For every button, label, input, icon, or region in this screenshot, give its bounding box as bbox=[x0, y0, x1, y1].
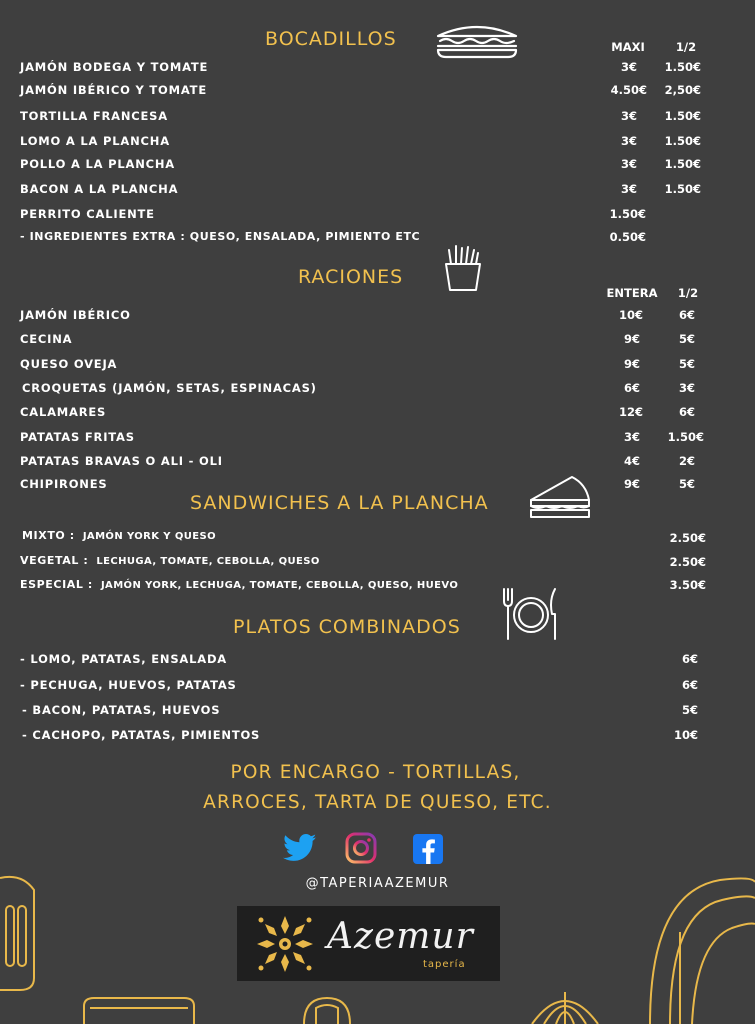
item-name: ESPECIAL : bbox=[20, 578, 93, 591]
logo-box bbox=[237, 906, 500, 981]
price-half: 3€ bbox=[678, 381, 695, 395]
list-item: - PECHUGA, HUEVOS, PATATAS bbox=[20, 678, 237, 692]
list-item bbox=[20, 578, 458, 591]
item-price: 6€ bbox=[681, 652, 698, 666]
platos-title: PLATOS COMBINADOS bbox=[233, 616, 461, 638]
list-item bbox=[22, 529, 216, 542]
item-desc: JAMÓN YORK Y QUESO bbox=[82, 531, 216, 542]
list-item: JAMÓN IBÉRICO bbox=[20, 308, 131, 322]
bocadillos-title: BOCADILLOS bbox=[265, 28, 397, 50]
item-price: 3.50€ bbox=[669, 578, 706, 592]
price-half: 1.50€ bbox=[664, 182, 701, 196]
tile-pattern-logo-icon bbox=[255, 914, 315, 974]
sandwiches-title: SANDWICHES A LA PLANCHA bbox=[190, 492, 489, 514]
price-half: 6€ bbox=[678, 308, 695, 322]
instagram-icon[interactable] bbox=[345, 832, 377, 864]
list-item: - INGREDIENTES EXTRA : QUESO, ENSALADA, PIMIENTO ETC bbox=[20, 230, 421, 243]
price-entera: 4€ bbox=[623, 454, 640, 468]
price-half: 2€ bbox=[678, 454, 695, 468]
item-name: MIXTO : bbox=[22, 529, 75, 542]
list-item: JAMÓN BODEGA Y TOMATE bbox=[20, 60, 209, 74]
bocadillos-col-half: 1/2 bbox=[675, 40, 697, 54]
rolling-pin-decor-icon bbox=[80, 992, 200, 1024]
list-item: PATATAS BRAVAS O ALI - OLI bbox=[20, 454, 223, 468]
item-price: 6€ bbox=[681, 678, 698, 692]
list-item: PERRITO CALIENTE bbox=[20, 207, 155, 221]
price-maxi: 3€ bbox=[620, 60, 637, 74]
social-handle[interactable]: @TAPERIAAZEMUR bbox=[305, 876, 450, 891]
list-item: LOMO A LA PLANCHA bbox=[20, 134, 170, 148]
price-entera: 10€ bbox=[618, 308, 643, 322]
price-maxi: 1.50€ bbox=[609, 207, 646, 221]
bocadillos-col-maxi: MAXI bbox=[611, 40, 645, 54]
price-entera: 3€ bbox=[623, 430, 640, 444]
list-item: PATATAS FRITAS bbox=[20, 430, 135, 444]
sandwich-triangle-icon bbox=[528, 474, 592, 520]
price-maxi: 3€ bbox=[620, 182, 637, 196]
list-item: TORTILLA FRANCESA bbox=[20, 109, 168, 123]
promo-line-1: POR ENCARGO - TORTILLAS, bbox=[230, 762, 521, 783]
raciones-col-entera: ENTERA bbox=[606, 286, 658, 300]
list-item: - CACHOPO, PATATAS, PIMIENTOS bbox=[22, 728, 261, 742]
list-item: POLLO A LA PLANCHA bbox=[20, 157, 176, 171]
price-entera: 9€ bbox=[623, 357, 640, 371]
list-item: JAMÓN IBÉRICO Y TOMATE bbox=[20, 83, 207, 97]
price-maxi: 0.50€ bbox=[609, 230, 646, 244]
ladle-decor-icon bbox=[640, 872, 755, 1024]
price-maxi: 3€ bbox=[620, 157, 637, 171]
list-item: CHIPIRONES bbox=[20, 477, 108, 491]
item-desc: JAMÓN YORK, LECHUGA, TOMATE, CEBOLLA, QUESO, HUEVO bbox=[100, 580, 459, 591]
logo-wordmark: Azemur bbox=[327, 916, 474, 957]
price-maxi: 3€ bbox=[620, 134, 637, 148]
raciones-col-half: 1/2 bbox=[677, 286, 699, 300]
list-item: - BACON, PATATAS, HUEVOS bbox=[22, 703, 221, 717]
raciones-title: RACIONES bbox=[298, 266, 404, 288]
list-item: - LOMO, PATATAS, ENSALADA bbox=[20, 652, 227, 666]
price-maxi: 4.50€ bbox=[610, 83, 647, 97]
item-price: 2.50€ bbox=[669, 555, 706, 569]
fries-icon bbox=[443, 244, 483, 292]
list-item: CROQUETAS (JAMÓN, SETAS, ESPINACAS) bbox=[22, 381, 317, 395]
price-half: 6€ bbox=[678, 405, 695, 419]
list-item: BACON A LA PLANCHA bbox=[20, 182, 179, 196]
logo-subtitle: tapería bbox=[423, 959, 466, 970]
whisk-decor-icon bbox=[530, 984, 600, 1024]
price-entera: 6€ bbox=[623, 381, 640, 395]
spatula-decor-icon bbox=[0, 868, 40, 1008]
price-half: 5€ bbox=[678, 332, 695, 346]
price-entera: 9€ bbox=[623, 332, 640, 346]
list-item: QUESO OVEJA bbox=[20, 357, 118, 371]
price-maxi: 3€ bbox=[620, 109, 637, 123]
price-half: 1.50€ bbox=[664, 134, 701, 148]
price-half: 1.50€ bbox=[664, 60, 701, 74]
item-price: 5€ bbox=[681, 703, 698, 717]
list-item: CALAMARES bbox=[20, 405, 107, 419]
price-half: 1.50€ bbox=[667, 430, 704, 444]
price-half: 2,50€ bbox=[664, 83, 701, 97]
list-item: CECINA bbox=[20, 332, 73, 346]
price-half: 1.50€ bbox=[664, 109, 701, 123]
list-item bbox=[20, 554, 320, 567]
facebook-icon[interactable] bbox=[413, 834, 443, 864]
item-price: 10€ bbox=[673, 728, 698, 742]
price-half: 1.50€ bbox=[664, 157, 701, 171]
price-entera: 12€ bbox=[618, 405, 643, 419]
plate-cutlery-icon bbox=[500, 586, 562, 642]
price-half: 5€ bbox=[678, 357, 695, 371]
price-entera: 9€ bbox=[623, 477, 640, 491]
bowl-decor-icon bbox=[302, 994, 352, 1024]
item-price: 2.50€ bbox=[669, 531, 706, 545]
item-desc: LECHUGA, TOMATE, CEBOLLA, QUESO bbox=[96, 556, 320, 567]
sandwich-icon bbox=[434, 22, 520, 60]
twitter-icon[interactable] bbox=[283, 834, 317, 862]
price-half: 5€ bbox=[678, 477, 695, 491]
promo-line-2: ARROCES, TARTA DE QUESO, ETC. bbox=[203, 792, 552, 813]
item-name: VEGETAL : bbox=[20, 554, 89, 567]
